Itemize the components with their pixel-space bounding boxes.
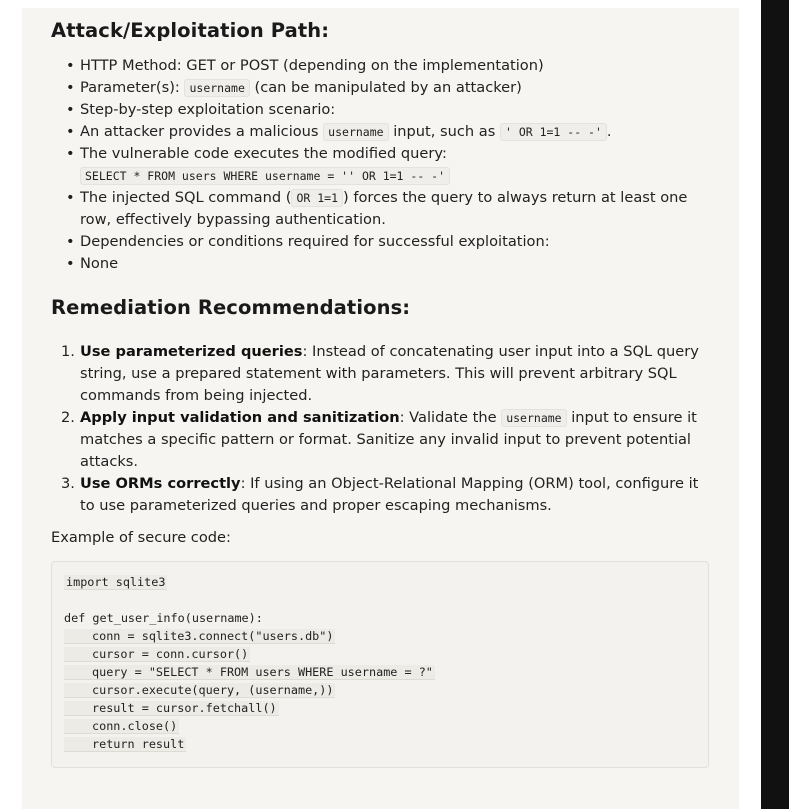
inline-code: OR 1=1 bbox=[291, 189, 343, 207]
list-item: Parameter(s): username (can be manipulated by an attacker) bbox=[80, 79, 522, 96]
code-line: def get_user_info(username): bbox=[64, 611, 263, 625]
list-item: The injected SQL command ( OR 1=1 ) forces the query to always return at least one bbox=[80, 189, 688, 206]
code-line: cursor.execute(query, (username,)) bbox=[64, 683, 335, 698]
code-line: import sqlite3 bbox=[66, 575, 166, 589]
code-block bbox=[51, 561, 709, 768]
code-line: result = cursor.fetchall() bbox=[64, 701, 279, 716]
list-item: Use parameterized queries: Instead of concatenating user input into a SQL query bbox=[80, 343, 699, 360]
query-code: SELECT * FROM users WHERE username = '' OR 1=1 -- -' bbox=[80, 167, 450, 185]
list-item: An attacker provides a malicious username input, such as ' OR 1=1 -- -' . bbox=[80, 123, 612, 140]
list-item: Use ORMs correctly: If using an Object-Relational Mapping (ORM) tool, configure it bbox=[80, 475, 699, 492]
remediation-heading: Remediation Recommendations: bbox=[51, 296, 411, 319]
scrollbar[interactable] bbox=[761, 0, 789, 809]
list-item: Step-by-step exploitation scenario: bbox=[80, 101, 336, 118]
inline-code: username bbox=[501, 409, 566, 427]
list-item: HTTP Method: GET or POST (depending on the implementation) bbox=[80, 57, 544, 74]
inline-code: username bbox=[184, 79, 249, 97]
code-line: cursor = conn.cursor() bbox=[64, 647, 250, 662]
code-line: conn.close() bbox=[64, 719, 179, 734]
list-item: Dependencies or conditions required for successful exploitation: bbox=[80, 233, 550, 250]
list-item: Apply input validation and sanitization: Validate the username input to ensure it bbox=[80, 409, 697, 426]
code-line: query = "SELECT * FROM users WHERE username = ?" bbox=[64, 665, 435, 680]
attack-heading: Attack/Exploitation Path: bbox=[51, 19, 330, 42]
document-panel: Attack/Exploitation Path: • HTTP Method: GET or POST (depending on the implementation) • Parameter(s): username (can be manipulated by an attacker) • Step-by-step exploitation scenario: • An attacker provides a malicious username input, such as ' OR 1=1 -- -' . • The vulnerable code executes the modified query: SELECT * FROM users WHERE username = '' OR 1=1 -- -' • The injected SQL command ( OR 1=1 ) forces the query to always return at least one row, effectively bypassing authentication. • Dependencies or conditions required for successful exploitation: • None Remediation Recommendations: 1. Use parameterized queries: Instead of concatenating user input into a SQL query string, use a prepared statement with parameters. This will prevent arbitrary SQL commands from being injected. 2. Apply input validation and sanitization: Validate the username input to ensure it matches a specific pattern or format. Sanitize any invalid input to prevent potential attacks. 3. Use ORMs correctly: If using an Object-Relational Mapping (ORM) tool, configure it to use parameterized queries and proper escaping mechanisms. Example of secure code: import sqlite3 def get_user_info(username): conn = sqlite3.connect("users.db") cursor = conn.cursor() query = "SELECT * FROM users WHERE username = ?" cursor.execute(query, (username,)) result = cursor.fetchall() conn.close() return result bbox=[22, 8, 739, 809]
inline-code: username bbox=[323, 123, 388, 141]
code-line: return result bbox=[64, 737, 186, 752]
list-item: None bbox=[80, 255, 119, 272]
example-label: Example of secure code: bbox=[51, 529, 231, 546]
inline-code: ' OR 1=1 -- -' bbox=[500, 123, 607, 141]
list-item: The vulnerable code executes the modified query: bbox=[80, 145, 447, 162]
code-line: conn = sqlite3.connect("users.db") bbox=[64, 629, 335, 644]
